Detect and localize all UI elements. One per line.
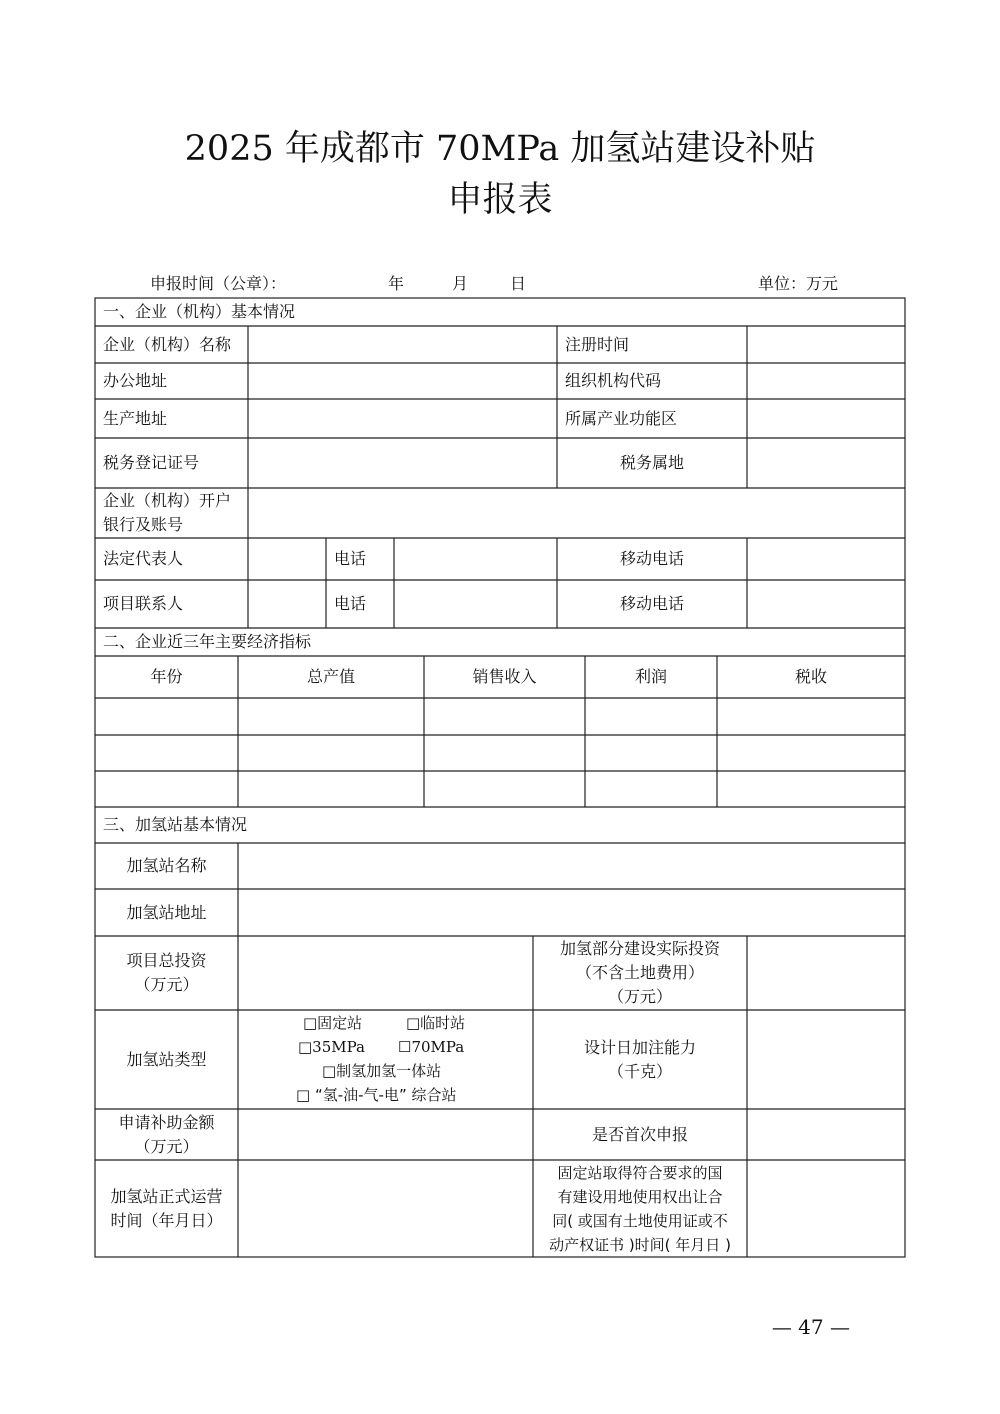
section3-heading: 三、加氢站基本情况 (103, 815, 248, 834)
production-address-field[interactable] (248, 399, 557, 438)
table-row[interactable] (95, 698, 905, 735)
col-profit: 利润 (634, 667, 667, 686)
subsidy-amount-label-line2: （万元） (134, 1136, 199, 1156)
document-title-line1: 2025 年成都市 70MPa 加氢站建设补贴 (184, 129, 816, 169)
org-name-field[interactable] (248, 326, 557, 363)
operation-time-field[interactable] (238, 1160, 533, 1257)
reg-time-label: 注册时间 (565, 334, 630, 354)
day-label: 日 (510, 274, 527, 293)
bank-account-label-line2: 银行及账号 (103, 515, 184, 534)
operation-time-label-line1: 加氢站正式运营 (110, 1186, 223, 1206)
option-fixed-station[interactable]: □固定站 (303, 1014, 363, 1032)
table-row[interactable] (95, 771, 905, 807)
option-35mpa[interactable]: □35MPa (298, 1038, 365, 1056)
page-number: — 47 — (771, 1315, 850, 1339)
industry-zone-field[interactable] (747, 399, 905, 438)
station-address-label: 加氢站地址 (126, 902, 207, 922)
land-use-time-label (533, 1160, 747, 1257)
legal-rep-field[interactable] (248, 538, 326, 580)
hydrogen-investment-label (533, 936, 747, 1010)
station-type-label: 加氢站类型 (126, 1049, 207, 1069)
option-combo-station[interactable]: □ “氢-油-气-电” 综合站 (296, 1086, 457, 1104)
unit-label: 单位：万元 (758, 274, 839, 293)
tax-registration-field[interactable] (248, 438, 557, 488)
station-type-options (238, 1010, 533, 1109)
land-use-time-label-line4: 动产权证书 )时间( 年月日 ) (549, 1235, 731, 1254)
station-name-field[interactable] (238, 843, 905, 889)
section2-heading: 二、企业近三年主要经济指标 (103, 632, 312, 651)
hydrogen-investment-label-line1: 加氢部分建设实际投资 (559, 939, 720, 958)
total-investment-label (95, 936, 238, 1010)
contact-field[interactable] (248, 580, 326, 628)
legal-rep-mobile-label: 移动电话 (619, 549, 684, 568)
contact-mobile-label: 移动电话 (619, 594, 684, 613)
daily-capacity-label (533, 1010, 747, 1109)
tax-location-label: 税务属地 (619, 453, 684, 472)
bank-account-label-line1: 企业（机构）开户 (103, 491, 232, 510)
legal-rep-label: 法定代表人 (103, 549, 184, 568)
office-address-field[interactable] (248, 363, 557, 399)
daily-capacity-field[interactable] (747, 1010, 905, 1109)
org-code-field[interactable] (747, 363, 905, 399)
operation-time-label (95, 1160, 238, 1257)
production-address-label: 生产地址 (103, 408, 168, 428)
station-name-label: 加氢站名称 (126, 856, 207, 875)
office-address-label: 办公地址 (103, 371, 168, 390)
land-use-time-field[interactable] (747, 1160, 905, 1257)
total-investment-label-line1: 项目总投资 (126, 951, 207, 970)
bank-account-label (95, 488, 248, 538)
daily-capacity-label-line2: （千克） (607, 1061, 672, 1081)
col-total-output: 总产值 (306, 667, 355, 686)
tax-registration-label: 税务登记证号 (103, 453, 200, 472)
operation-time-label-line2: 时间（年月日） (110, 1210, 223, 1230)
bank-account-field[interactable] (248, 488, 905, 538)
org-code-label: 组织机构代码 (565, 371, 662, 390)
total-investment-label-line2: （万元） (134, 975, 199, 994)
daily-capacity-label-line1: 设计日加注能力 (583, 1037, 696, 1057)
hydrogen-investment-label-line2: （不含土地费用） (575, 963, 704, 982)
land-use-time-label-line3: 同( 或国有土地使用证或不 (552, 1211, 728, 1230)
col-tax: 税收 (794, 667, 827, 686)
document-title-line2: 申报表 (447, 180, 553, 220)
option-production-station[interactable]: □制氢加氢一体站 (322, 1062, 442, 1080)
option-70mpa[interactable]: ☐70MPa (398, 1038, 465, 1056)
subsidy-amount-label (95, 1109, 238, 1160)
station-address-field[interactable] (238, 889, 905, 936)
year-label: 年 (388, 274, 405, 293)
col-sales-revenue: 销售收入 (472, 667, 537, 686)
total-investment-field[interactable] (238, 936, 533, 1010)
month-label: 月 (452, 274, 469, 293)
land-use-time-label-line1: 固定站取得符合要求的国 (557, 1163, 723, 1182)
industry-zone-label: 所属产业功能区 (565, 408, 678, 428)
hydrogen-investment-label-line3: （万元） (607, 987, 672, 1006)
subsidy-amount-field[interactable] (238, 1109, 533, 1160)
section1-heading: 一、企业（机构）基本情况 (103, 302, 296, 321)
subsidy-amount-label-line1: 申请补助金额 (118, 1112, 215, 1132)
table-row[interactable] (95, 735, 905, 771)
first-application-label: 是否首次申报 (591, 1124, 688, 1144)
legal-rep-phone-label: 电话 (334, 549, 367, 568)
land-use-time-label-line2: 有建设用地使用权出让合 (557, 1187, 723, 1206)
hydrogen-investment-field[interactable] (747, 936, 905, 1010)
legal-rep-phone-field[interactable] (394, 538, 557, 580)
contact-phone-label: 电话 (334, 594, 367, 613)
option-temporary-station[interactable]: □临时站 (406, 1014, 466, 1032)
col-year: 年份 (150, 667, 183, 686)
tax-location-field[interactable] (747, 438, 905, 488)
contact-mobile-field[interactable] (747, 580, 905, 628)
contact-phone-field[interactable] (394, 580, 557, 628)
org-name-label: 企业（机构）名称 (103, 334, 232, 354)
legal-rep-mobile-field[interactable] (747, 538, 905, 580)
date-label: 申报时间（公章）： (150, 274, 287, 293)
reg-time-field[interactable] (747, 326, 905, 363)
first-application-field[interactable] (747, 1109, 905, 1160)
contact-label: 项目联系人 (103, 594, 184, 613)
